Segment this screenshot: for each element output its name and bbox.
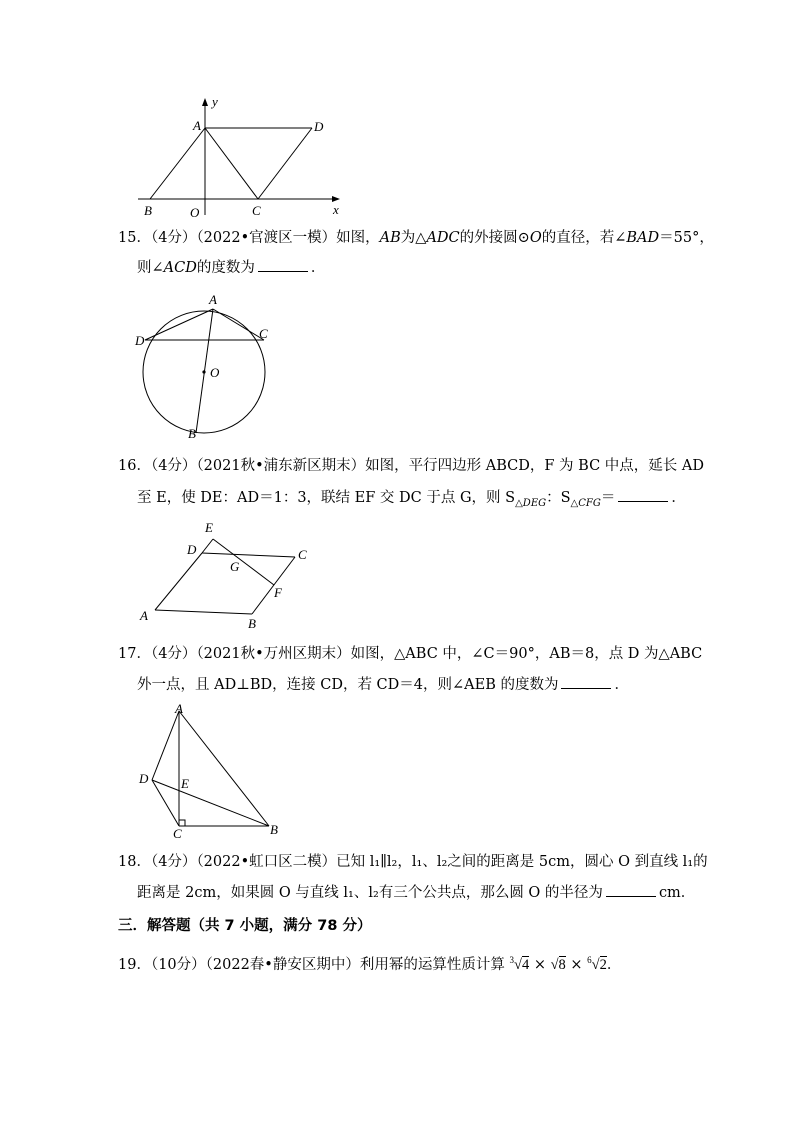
question-15-line2 — [137, 258, 325, 278]
q19-source: （2022春•静安区期中） — [205, 956, 360, 973]
root-index: 3 — [509, 955, 514, 965]
q16-text: ＝ — [600, 490, 616, 506]
label-C: C — [252, 203, 261, 218]
question-15-line1 — [118, 228, 714, 248]
label-D: D — [135, 333, 145, 348]
label-G: G — [230, 559, 240, 574]
q16-subscript: △DEG — [515, 497, 547, 509]
q15-text: ACD — [163, 260, 197, 276]
q15-number: 15． — [118, 230, 151, 246]
q18-source: （2022•虹口区二模） — [196, 854, 337, 870]
label-C: C — [259, 326, 268, 341]
label-B: B — [248, 616, 256, 631]
q17-score: （4分） — [150, 646, 197, 662]
q19-text: ． — [606, 956, 622, 973]
figure-coordinate-parallelogram — [130, 90, 350, 225]
label-A: A — [209, 292, 217, 307]
label-D: D — [187, 542, 197, 557]
q15-text: 的直径，若∠ — [541, 230, 627, 246]
q15-text: 的外接圆⊙ — [459, 230, 530, 246]
q15-text: AB — [379, 230, 401, 246]
radicand: 4 — [521, 956, 530, 973]
label-E: E — [205, 520, 213, 535]
label-O: O — [190, 205, 200, 220]
q16-subscript: △CFG — [570, 497, 601, 509]
label-D: D — [314, 119, 324, 134]
times-sign: × — [533, 956, 546, 973]
q16-text: 如图，平行四边形 ABCD，F 为 BC 中点，延长 AD — [365, 458, 704, 474]
label-E: E — [181, 776, 189, 791]
q15-text: BAD — [626, 230, 660, 246]
answer-blank-18[interactable] — [606, 883, 656, 897]
q17-text: ． — [614, 677, 629, 693]
q17-text: 外一点，且 AD⊥BD，连接 CD，若 CD＝4，则∠AEB 的度数为 — [137, 677, 559, 693]
label-C: C — [173, 826, 182, 841]
square-root-expression: √8 — [550, 956, 566, 973]
q18-text: 已知 l₁∥l₂，l₁、l₂之间的距离是 5cm，圆心 O 到直线 l₁的 — [336, 854, 708, 870]
radicand: 2 — [599, 956, 607, 973]
q15-text: ADC — [426, 230, 460, 246]
q15-text: ． — [310, 260, 326, 276]
q16-number: 16． — [118, 458, 151, 474]
answer-blank-17[interactable] — [561, 675, 611, 689]
question-17-line2 — [137, 675, 629, 695]
q16-text: 至 E，使 DE：AD＝1：3，联结 EF 交 DC 于点 G，则 S — [137, 490, 516, 506]
label-x: x — [333, 202, 339, 217]
radicand: 8 — [558, 956, 566, 973]
label-B: B — [188, 426, 196, 441]
label-C: C — [298, 547, 307, 562]
label-A: A — [175, 701, 183, 716]
question-17-line1 — [118, 644, 702, 664]
q19-score: （10分） — [150, 956, 206, 973]
q16-source: （2021秋•浦东新区期末） — [196, 458, 366, 474]
q18-score: （4分） — [150, 854, 197, 870]
label-A: A — [140, 608, 148, 623]
label-y: y — [212, 94, 218, 109]
times-sign: × — [570, 956, 583, 973]
figure-right-triangle — [132, 700, 292, 842]
question-18-line1 — [118, 852, 708, 872]
label-F: F — [274, 585, 282, 600]
answer-blank-16[interactable] — [618, 488, 668, 502]
q19-number: 19． — [118, 956, 151, 973]
q18-number: 18． — [118, 854, 151, 870]
cube-root-expression: $^3$√4 — [509, 955, 530, 973]
q16-text: ． — [671, 490, 686, 506]
q17-text: 如图，△ABC 中，∠C＝90°，AB＝8，点 D 为△ABC — [350, 646, 703, 662]
label-D: D — [139, 771, 149, 786]
label-O: O — [210, 365, 220, 380]
question-16-line1 — [118, 456, 704, 476]
question-19 — [118, 950, 621, 975]
q15-text: 如图， — [336, 230, 380, 246]
q19-text: 利用幂的运算性质计算 — [359, 956, 505, 973]
q15-text: 则∠ — [137, 260, 164, 276]
q15-text: O — [529, 230, 542, 246]
figure-circle-triangle — [130, 288, 280, 448]
q15-text: ＝55°， — [659, 230, 714, 246]
q15-score: （4分） — [150, 230, 197, 246]
q17-number: 17． — [118, 646, 151, 662]
q18-text: 距离是 2cm，如果圆 O 与直线 l₁、l₂有三个公共点，那么圆 O 的半径为 — [137, 885, 603, 901]
q16-score: （4分） — [150, 458, 197, 474]
sixth-root-expression: $^6$√2 — [587, 955, 607, 973]
answer-blank-15[interactable] — [258, 258, 308, 272]
question-18-line2 — [137, 883, 695, 903]
q17-source: （2021秋•万州区期末） — [196, 646, 351, 662]
label-B: B — [144, 203, 152, 218]
q15-source: （2022•官渡区一模） — [196, 230, 337, 246]
label-A: A — [193, 118, 201, 133]
question-16-line2 — [137, 488, 686, 514]
figure-parallelogram — [135, 516, 320, 631]
q15-text: 的度数为 — [196, 260, 255, 276]
q16-text: ：S — [546, 490, 571, 506]
root-index: 6 — [587, 955, 592, 965]
q18-text: cm． — [658, 885, 696, 901]
q15-text: 为△ — [400, 230, 427, 246]
label-B: B — [270, 822, 278, 837]
section-title: 三．解答题（共 7 小题，满分 78 分） — [118, 918, 372, 934]
